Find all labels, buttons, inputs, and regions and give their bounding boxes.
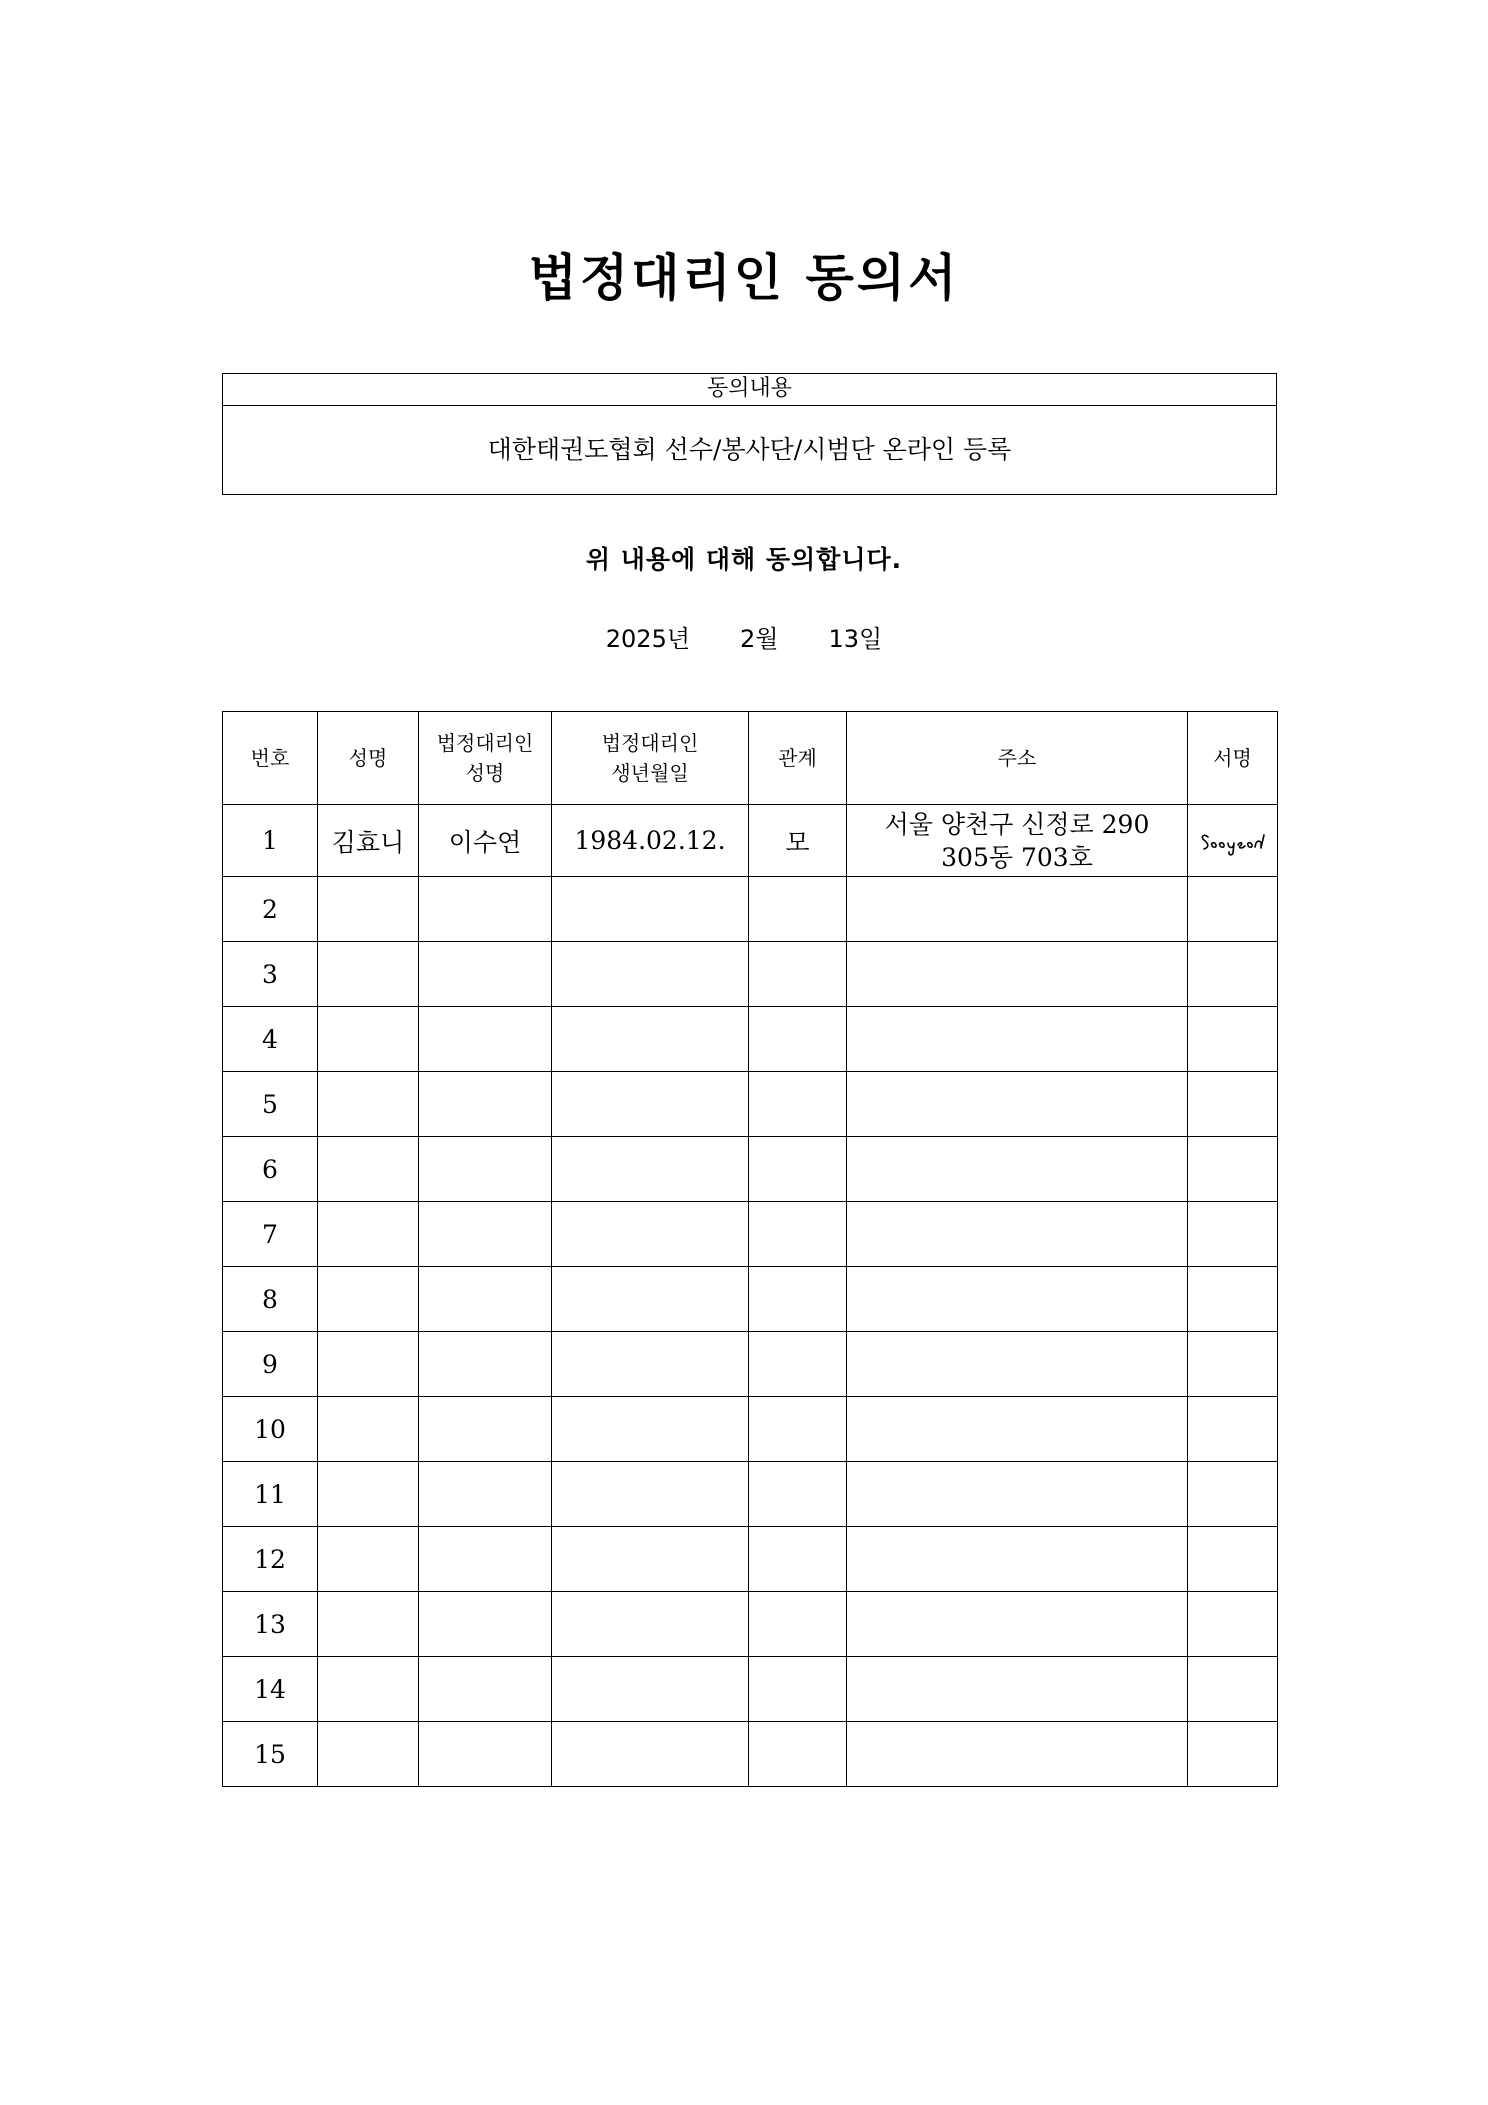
header-guardian-name — [419, 712, 552, 805]
cell-no: 15 — [223, 1722, 318, 1787]
header-signature: 서명 — [1188, 712, 1278, 805]
table-header-row — [223, 712, 1278, 805]
header-guardian-name-line2: 성명 — [465, 761, 505, 785]
cell-no: 2 — [223, 877, 318, 942]
consent-date — [0, 619, 1488, 654]
agree-statement: 위 내용에 대해 동의합니다. — [585, 545, 903, 574]
cell-name: 김효니 — [318, 805, 419, 877]
table-row — [223, 1462, 1278, 1527]
header-no: 번호 — [223, 712, 318, 805]
header-guardian-birth — [552, 712, 749, 805]
table-row — [223, 1657, 1278, 1722]
cell-no: 12 — [223, 1527, 318, 1592]
cell-no: 13 — [223, 1592, 318, 1657]
table-row — [223, 1527, 1278, 1592]
address-line1: 서울 양천구 신정로 290 — [884, 809, 1150, 839]
cell-address — [847, 805, 1188, 877]
cell-no: 4 — [223, 1007, 318, 1072]
table-row — [223, 1072, 1278, 1137]
roster-table — [222, 711, 1278, 1787]
cell-signature — [1188, 805, 1278, 877]
table-row — [223, 1592, 1278, 1657]
table-row — [223, 1137, 1278, 1202]
consent-box — [222, 373, 1277, 495]
cell-no: 9 — [223, 1332, 318, 1397]
address-line2: 305동 703호 — [941, 842, 1093, 872]
consent-header: 동의내용 — [223, 374, 1276, 406]
table-row — [223, 1722, 1278, 1787]
header-guardian-birth-line2: 생년월일 — [611, 761, 689, 785]
date-year: 2025년 — [605, 625, 691, 653]
table-row — [223, 877, 1278, 942]
cell-no: 6 — [223, 1137, 318, 1202]
table-row — [223, 1267, 1278, 1332]
date-month: 2월 — [740, 625, 779, 653]
table-row — [223, 1332, 1278, 1397]
consent-body: 대한태권도협회 선수/봉사단/시범단 온라인 등록 — [487, 435, 1012, 464]
table-row — [223, 1202, 1278, 1267]
cell-no: 1 — [223, 805, 318, 877]
cell-no: 14 — [223, 1657, 318, 1722]
header-guardian-name-line1: 법정대리인 — [436, 731, 534, 755]
cell-no: 3 — [223, 942, 318, 1007]
date-day: 13일 — [828, 625, 883, 653]
cell-guardian-name: 이수연 — [419, 805, 552, 877]
cell-relation: 모 — [749, 805, 847, 877]
cell-no: 11 — [223, 1462, 318, 1527]
table-row — [223, 1397, 1278, 1462]
header-relation: 관계 — [749, 712, 847, 805]
page-title: 법정대리인 동의서 — [528, 249, 960, 307]
header-address: 주소 — [847, 712, 1188, 805]
table-row — [223, 805, 1278, 877]
cell-no: 5 — [223, 1072, 318, 1137]
cell-no: 7 — [223, 1202, 318, 1267]
cell-no: 10 — [223, 1397, 318, 1462]
table-row — [223, 942, 1278, 1007]
header-name: 성명 — [318, 712, 419, 805]
handwritten-signature-icon — [1198, 825, 1268, 857]
table-row — [223, 1007, 1278, 1072]
cell-no: 8 — [223, 1267, 318, 1332]
cell-guardian-birth: 1984.02.12. — [552, 805, 749, 877]
header-guardian-birth-line1: 법정대리인 — [601, 731, 699, 755]
